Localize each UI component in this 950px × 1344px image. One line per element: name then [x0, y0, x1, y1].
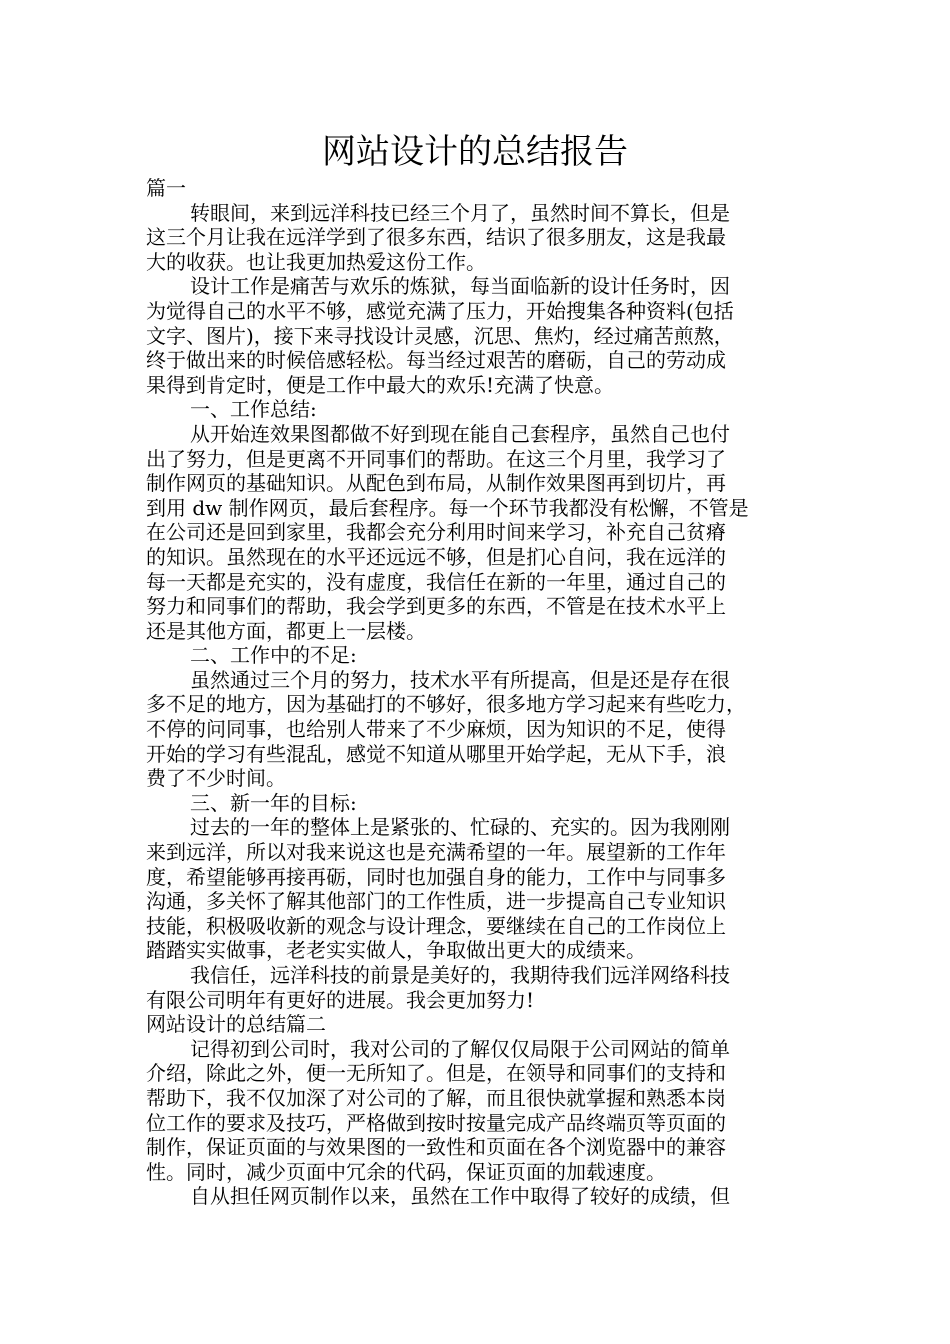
text-line: 三、新一年的目标: [190, 790, 357, 815]
text-line: 踏踏实实做事，老老实实做人，争取做出更大的成绩来。 [146, 938, 646, 963]
text-line: 文字、图片)，接下来寻找设计灵感，沉思、焦灼，经过痛苦煎熬， [146, 323, 734, 348]
text-line: 终于做出来的时候倍感轻松。每当经过艰苦的磨砺，自己的劳动成 [146, 348, 726, 373]
text-line: 这三个月让我在远洋学到了很多东西，结识了很多朋友，这是我最 [146, 225, 726, 250]
text-line: 的知识。虽然现在的水平还远远不够，但是扪心自问，我在远洋的 [146, 544, 726, 569]
document-body [146, 176, 810, 1209]
text-line: 制作网页的基础知识。从配色到布局，从制作效果图再到切片，再 [146, 471, 726, 496]
text-line: 网站设计的总结篇二 [146, 1012, 326, 1037]
text-line: 设计工作是痛苦与欢乐的炼狱，每当面临新的设计任务时，因 [190, 274, 730, 299]
text-line: 转眼间，来到远洋科技已经三个月了，虽然时间不算长，但是 [190, 200, 730, 225]
text-line: 大的收获。也让我更加热爱这份工作。 [146, 249, 486, 274]
text-line: 有限公司明年有更好的进展。我会更加努力! [146, 987, 535, 1012]
text-line: 记得初到公司时，我对公司的了解仅仅局限于公司网站的简单 [190, 1036, 730, 1061]
text-line: 虽然通过三个月的努力，技术水平有所提高，但是还是存在很 [190, 667, 730, 692]
text-line: 果得到肯定时，便是工作中最大的欢乐!充满了快意。 [146, 372, 615, 397]
text-line: 在公司还是回到家里，我都会充分利用时间来学习，补充自己贫瘠 [146, 520, 726, 545]
text-line: 来到远洋，所以对我来说这也是充满希望的一年。展望新的工作年 [146, 840, 726, 865]
text-line: 每一天都是充实的，没有虚度，我信任在新的一年里，通过自己的 [146, 569, 726, 594]
text-line: 位工作的要求及技巧，严格做到按时按量完成产品终端页等页面的 [146, 1110, 726, 1135]
text-line: 为觉得自己的水平不够，感觉充满了压力，开始搜集各种资料(包括 [146, 298, 734, 323]
text-line: 一、工作总结: [190, 397, 317, 422]
text-line: 多不足的地方，因为基础打的不够好，很多地方学习起来有些吃力， [146, 692, 746, 717]
text-line: 还是其他方面，都更上一层楼。 [146, 618, 426, 643]
text-line: 过去的一年的整体上是紧张的、忙碌的、充实的。因为我刚刚 [190, 815, 730, 840]
text-line: 自从担任网页制作以来，虽然在工作中取得了较好的成绩，但 [190, 1184, 730, 1209]
text-line: 努力和同事们的帮助，我会学到更多的东西，不管是在技术水平上 [146, 594, 726, 619]
text-line: 不停的问同事，也给别人带来了不少麻烦，因为知识的不足，使得 [146, 717, 726, 742]
text-line: 从开始连效果图都做不好到现在能自己套程序，虽然自己也付 [190, 421, 730, 446]
text-line: 度，希望能够再接再砺，同时也加强自身的能力，工作中与同事多 [146, 864, 726, 889]
text-line: 到用 dw 制作网页，最后套程序。每一个环节我都没有松懈，不管是 [146, 495, 749, 520]
text-line: 篇一 [146, 176, 186, 200]
text-line: 费了不少时间。 [146, 766, 286, 791]
text-line: 开始的学习有些混乱，感觉不知道从哪里开始学起，无从下手，浪 [146, 741, 726, 766]
text-line: 介绍，除此之外，便一无所知了。但是，在领导和同事们的支持和 [146, 1061, 726, 1086]
document-title: 网站设计的总结报告 [322, 132, 628, 172]
text-line: 帮助下，我不仅加深了对公司的了解，而且很快就掌握和熟悉本岗 [146, 1085, 726, 1110]
text-line: 我信任，远洋科技的前景是美好的，我期待我们远洋网络科技 [190, 963, 730, 987]
text-line: 性。同时，减少页面中冗余的代码，保证页面的加载速度。 [146, 1159, 666, 1184]
text-line: 出了努力，但是更离不开同事们的帮助。在这三个月里，我学习了 [146, 446, 726, 471]
text-line: 沟通，多关怀了解其他部门的工作性质，进一步提高自己专业知识 [146, 889, 726, 914]
text-line: 技能，积极吸收新的观念与设计理念，要继续在自己的工作岗位上 [146, 913, 726, 938]
text-line: 二、工作中的不足: [190, 643, 357, 668]
text-line: 制作，保证页面的与效果图的一致性和页面在各个浏览器中的兼容 [146, 1135, 726, 1160]
